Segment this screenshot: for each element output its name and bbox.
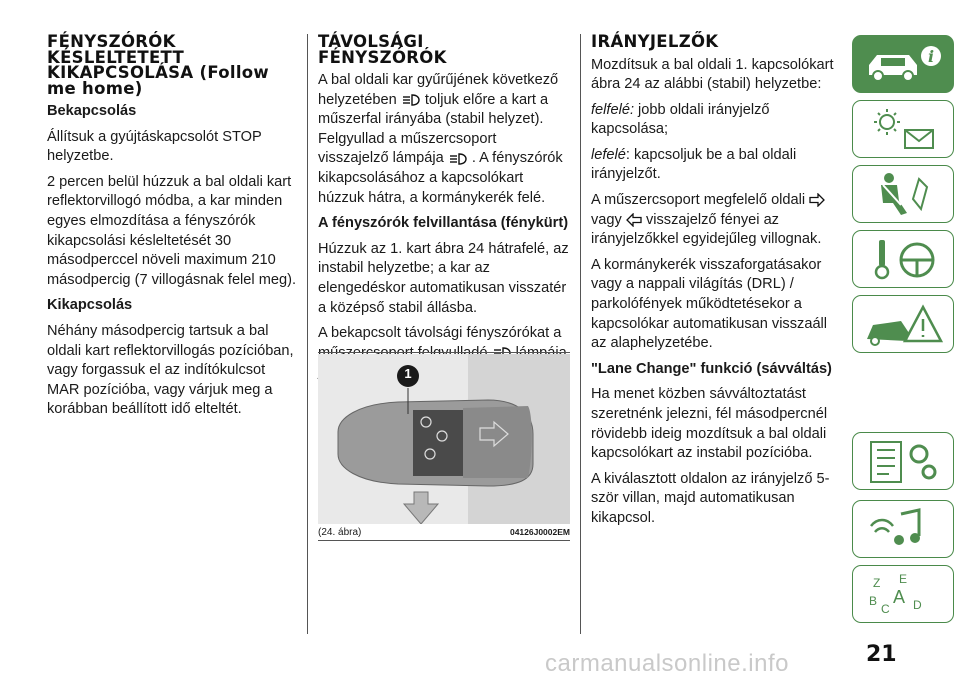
left-turn-signal-icon <box>626 213 642 227</box>
chapter-tab-starting-driving[interactable] <box>852 230 954 288</box>
chapter-tab-maintenance[interactable] <box>852 432 954 490</box>
high-beam-icon <box>448 153 468 165</box>
chapter-tab-safety[interactable] <box>852 165 954 223</box>
figure-top-rule <box>318 352 570 353</box>
paragraph: Néhány másodpercig tartsuk a bal oldali kart reflektorvillogás pozícióban, vagy forgassuk el az indítókulcsot MAR pozícióba, vagy várjuk meg a korábban beállított idő elteltét. <box>47 322 294 418</box>
watermark: carmanualsonline.info <box>545 650 789 677</box>
text: A bal oldali kar gyűrűjének következő helyzetében <box>318 72 559 108</box>
label-down: lefelé <box>591 146 626 163</box>
subheading-flash: A fényszórók felvillantása (fénykürt) <box>318 215 569 232</box>
right-turn-signal-icon <box>809 193 825 207</box>
paragraph: Állítsuk a gyújtáskapcsolót STOP helyzetbe. <box>47 128 262 165</box>
svg-text:E: E <box>899 572 908 586</box>
high-beam-icon <box>401 94 421 106</box>
seatbelt-airbag-icon <box>861 169 947 219</box>
column-1 <box>47 0 297 426</box>
figure-code: 04126J0002EM <box>509 527 570 537</box>
paragraph: Mozdítsuk a bal oldali 1. kapcsolókart ábra 24 az alábbi (stabil) helyzetbe: <box>591 56 834 93</box>
figure-24 <box>318 352 570 542</box>
text: A műszercsoport megfelelő oldali <box>591 192 806 209</box>
paragraph: A kiválasztott oldalon az irányjelző 5-ször villan, majd automatikusan kikapcsol. <box>591 470 830 526</box>
chapter-tab-car-info[interactable] <box>852 35 954 93</box>
label-up: felfelé: <box>591 101 634 118</box>
text: toljuk előre a kart a műszerfal irányába (stabil helyzet). Felgyullad a műszercsoport visszajelző lámpája <box>318 91 549 167</box>
text: visszajelző fényei az irányjelzőkkel egyidejűleg villognak. <box>591 211 822 248</box>
figure-bottom-rule <box>318 540 570 541</box>
paragraph <box>591 146 841 185</box>
chapter-tab-multimedia[interactable] <box>852 500 954 558</box>
text: . A fényszórók kikapcsolásához a kapcsolókart húzzuk hátra, a kormánykerék felé. <box>318 150 563 206</box>
multimedia-icon <box>861 504 947 554</box>
subheading-lane-change: "Lane Change" funkció (sávváltás) <box>591 360 832 377</box>
stalk-illustration <box>318 354 570 524</box>
callout-number: 1 <box>404 366 412 381</box>
text: jobb oldali irányjelző kapcsolása; <box>591 101 770 138</box>
accident-warning-icon <box>861 299 947 349</box>
paragraph <box>591 191 841 250</box>
column-2 <box>318 0 570 389</box>
paragraph <box>591 101 841 140</box>
warning-lights-icon <box>861 104 947 154</box>
chapter-tab-index[interactable] <box>852 565 954 623</box>
page-number: 21 <box>866 642 897 667</box>
alphabetical-index-icon <box>861 569 947 619</box>
chapter-tab-emergency[interactable] <box>852 295 954 353</box>
column-divider <box>307 34 308 634</box>
svg-text:A: A <box>893 587 906 607</box>
figure-caption: (24. ábra) <box>318 527 362 538</box>
paragraph: 2 percen belül húzzuk a bal oldali kart reflektorvillogó módba, a kar minden egyes elmozdítása a fényszórók kikapcsolási késleltetését 30 másodperccel növeli maximum 210 másodpercig (7 villogásnak felel meg). <box>47 173 297 288</box>
column-3 <box>591 0 841 535</box>
section-title-high-beam: TÁVOLSÁGI FÉNYSZÓRÓK <box>318 32 447 67</box>
car-info-icon <box>861 39 947 89</box>
key-steering-wheel-icon <box>861 234 947 284</box>
svg-text:C: C <box>881 602 890 616</box>
svg-text:B: B <box>869 594 878 608</box>
subheading-on: Bekapcsolás <box>47 103 137 119</box>
svg-text:D: D <box>913 598 922 612</box>
text: vagy <box>591 211 622 228</box>
paragraph: Ha menet közben sávváltoztatást szeretnénk jelezni, fél másodpercnél rövidebb ideig mozdítsuk a bal oldali kapcsolókart az instabil pozícióba. <box>591 386 828 462</box>
section-title-follow-me-home: FÉNYSZÓRÓK KÉSLELTETETT KIKAPCSOLÁSA (Follow me home) <box>47 32 269 98</box>
chapter-tab-warning-lights[interactable] <box>852 100 954 158</box>
section-title-turn-signals: IRÁNYJELZŐK <box>591 32 719 51</box>
column-divider <box>580 34 581 634</box>
svg-text:i: i <box>927 47 935 66</box>
text: : kapcsoljuk be a bal oldali irányjelzőt. <box>591 146 797 183</box>
maintenance-checklist-icon <box>861 436 947 486</box>
paragraph <box>318 71 570 208</box>
svg-text:Z: Z <box>873 576 881 590</box>
subheading-off: Kikapcsolás <box>47 297 133 314</box>
paragraph: Húzzuk az 1. kart ábra 24 hátrafelé, az instabil helyzetbe; a kar az elengedéskor automatikusan visszatér a középső stabil állásba. <box>318 240 569 316</box>
text: A bekapcsolt távolsági fényszórókat a <box>318 325 562 342</box>
paragraph: A kormánykerék visszaforgatásakor vagy a nappali világítás (DRL) / parkolófények működtetésekor a kapcsolókar automatikusan visszaáll az alaphelyzetébe. <box>591 256 828 352</box>
